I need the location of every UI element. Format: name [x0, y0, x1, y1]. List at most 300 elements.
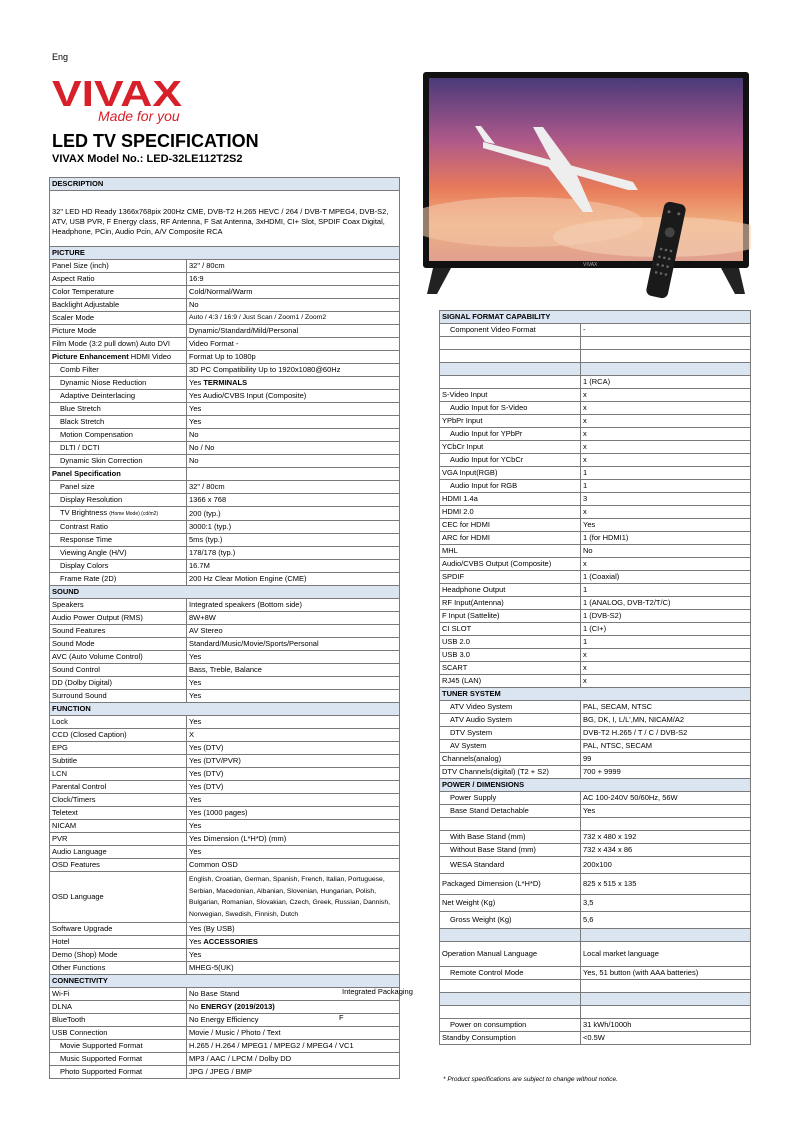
spec-value: [187, 1066, 400, 1079]
spec-label: [50, 429, 187, 442]
spec-value-text: Yes: [189, 678, 202, 687]
spec-row: [50, 521, 400, 534]
spec-row: [50, 936, 400, 949]
spec-row: [440, 584, 751, 597]
spec-row: [440, 493, 751, 506]
spec-row: [440, 1006, 751, 1019]
spec-label-text: Other Functions: [52, 963, 106, 972]
spec-value-text: 31 kWh/1000h: [583, 1020, 632, 1029]
spec-value: [187, 273, 400, 286]
spec-label: [50, 599, 187, 612]
spec-label-text: Dynamic Niose Reduction: [60, 378, 147, 387]
spec-value-text: Yes: [189, 937, 202, 946]
spec-label-text: Panel size: [60, 482, 95, 491]
spec-row: [440, 701, 751, 714]
spec-label: [440, 545, 581, 558]
spec-label: [440, 532, 581, 545]
spec-row: [50, 846, 400, 859]
spec-row: [50, 455, 400, 468]
spec-row: [440, 895, 751, 912]
spec-row: [50, 768, 400, 781]
spec-label: [50, 625, 187, 638]
language-label: Eng: [52, 52, 69, 62]
spec-value: [187, 638, 400, 651]
spec-row: [50, 507, 400, 521]
spec-label: [50, 1040, 187, 1053]
spec-label: [440, 415, 581, 428]
spec-value-text: x: [583, 429, 587, 438]
spec-value: [187, 468, 400, 481]
spec-row: [50, 560, 400, 573]
spec-label: [440, 912, 581, 929]
spec-row: [440, 662, 751, 675]
spec-label-text: Music Supported Format: [60, 1054, 143, 1063]
spec-value: [187, 1053, 400, 1066]
spec-value-text: 1: [583, 585, 588, 594]
spec-label-text: USB 3.0: [442, 650, 470, 659]
spec-label: [50, 260, 187, 273]
right-spec-table: [439, 310, 751, 1045]
spec-value: [187, 403, 400, 416]
spec-label: [440, 714, 581, 727]
spec-value: [581, 415, 751, 428]
spec-label-text: Hotel: [52, 937, 70, 946]
spec-label-text: USB Connection: [52, 1028, 108, 1037]
spec-value-text: No: [189, 300, 199, 309]
spec-value: [581, 967, 751, 980]
section-header-picture: PICTURE: [50, 247, 400, 260]
spec-value: [187, 364, 400, 377]
blank-cell: [440, 993, 581, 1006]
spec-value: [187, 325, 400, 338]
spec-label-text: Demo (Shop) Mode: [52, 950, 118, 959]
spec-row: [440, 337, 751, 350]
spec-label-unit: (Home Mode) (cd/m2): [109, 511, 159, 517]
spec-row: [440, 571, 751, 584]
spec-value: [581, 753, 751, 766]
spec-label-text: Dynamic Skin Correction: [60, 456, 143, 465]
spec-label: [50, 677, 187, 690]
spec-value: [187, 299, 400, 312]
spec-row: [50, 1066, 400, 1079]
spec-label: [50, 521, 187, 534]
spec-label-text: MHL: [442, 546, 458, 555]
spec-value: [187, 312, 400, 325]
spec-value-text: 1: [583, 468, 588, 477]
spec-row: [50, 833, 400, 846]
spec-value-text: 1 (DVB-S2): [583, 611, 622, 620]
spec-row: [440, 480, 751, 493]
spec-value: [581, 662, 751, 675]
spec-label: [50, 1001, 187, 1014]
spec-row: [440, 1019, 751, 1032]
spec-label-text: Motion Compensation: [60, 430, 133, 439]
spec-label-text: Software Upgrade: [52, 924, 113, 933]
spec-label-text: Sound Mode: [52, 639, 95, 648]
spec-label-text: EPG: [52, 743, 68, 752]
spec-value-text: 200 (typ.): [189, 508, 221, 518]
spec-row: [440, 376, 751, 389]
spec-row: [50, 729, 400, 742]
spec-label-text: Contrast Ratio: [60, 522, 108, 531]
spec-label-text: Lock: [52, 717, 68, 726]
spec-label: [440, 649, 581, 662]
spec-label: [440, 895, 581, 912]
spec-value: [187, 338, 400, 351]
spec-value: [581, 831, 751, 844]
spec-value: [581, 558, 751, 571]
spec-label-text: AV System: [450, 741, 487, 750]
spec-label: [440, 610, 581, 623]
spec-label: [440, 597, 581, 610]
spec-label: [50, 442, 187, 455]
spec-value: [187, 820, 400, 833]
spec-row: [50, 390, 400, 403]
spec-row: [50, 677, 400, 690]
spec-label: [440, 753, 581, 766]
spec-value-text: 32" / 80cm: [189, 482, 225, 491]
spec-label-rest: HDMI Video: [128, 352, 172, 361]
spec-row: [440, 818, 751, 831]
spec-value: [187, 923, 400, 936]
spec-label-text: Remote Control Mode: [450, 968, 524, 977]
spec-row: [50, 429, 400, 442]
spec-value: [187, 442, 400, 455]
spec-value-text: 200 Hz Clear Motion Engine (CME): [189, 574, 307, 583]
spec-value-text: Movie / Music / Photo / Text: [189, 1028, 281, 1037]
description-table: [49, 177, 400, 254]
spec-row: [50, 338, 400, 351]
spec-row: [50, 1040, 400, 1053]
spec-row: [50, 794, 400, 807]
spec-value-text: Bass, Treble, Balance: [189, 665, 262, 674]
spec-row: [440, 558, 751, 571]
spec-value: [187, 547, 400, 560]
spec-value-text: 3000:1 (typ.): [189, 522, 232, 531]
spec-value-text: 3: [583, 494, 588, 503]
section-header-function: FUNCTION: [50, 703, 400, 716]
energy-class-value: F: [339, 1013, 344, 1022]
spec-label: [440, 818, 581, 831]
spec-value: [581, 792, 751, 805]
spec-label: [440, 844, 581, 857]
spec-label-text: Display Colors: [60, 561, 109, 570]
spec-label: [50, 507, 187, 521]
spec-row: [50, 1053, 400, 1066]
spec-label: [440, 467, 581, 480]
spec-value-text: AV Stereo: [189, 626, 223, 635]
spec-label-text: Wi-Fi: [52, 989, 70, 998]
spec-label-text: YCbCr Input: [442, 442, 484, 451]
spec-value-text: Standard/Music/Movie/Sports/Personal: [189, 639, 319, 648]
spec-value-text: Yes: [189, 950, 202, 959]
spec-value: [581, 506, 751, 519]
spec-value: [187, 859, 400, 872]
spec-value: [581, 480, 751, 493]
spec-value-text: No / No: [189, 443, 215, 452]
spec-value: [581, 610, 751, 623]
spec-label: [50, 988, 187, 1001]
spec-value-bold: TERMINALS: [203, 378, 248, 387]
spec-value: [187, 807, 400, 820]
spec-value: [187, 742, 400, 755]
blank-cell: [440, 929, 581, 942]
spec-row: [50, 534, 400, 547]
spec-value: [581, 714, 751, 727]
spec-label-text: Standby Consumption: [442, 1033, 516, 1042]
spec-row: [440, 766, 751, 779]
spec-value: [581, 740, 751, 753]
spec-label: [440, 857, 581, 874]
spec-value-text: 700 + 9999: [583, 767, 621, 776]
spec-label: [50, 560, 187, 573]
spec-value: [581, 389, 751, 402]
spec-label-bold: Picture Enhancement: [52, 352, 129, 361]
spec-value-text: X: [189, 730, 195, 739]
spec-value: [187, 481, 400, 494]
spec-value: [187, 286, 400, 299]
svg-text:VIVAX: VIVAX: [52, 74, 182, 114]
spec-value-text: 825 x 515 x 135: [583, 879, 637, 888]
spec-row: [50, 781, 400, 794]
spec-label-text: HDMI 1.4a: [442, 494, 478, 503]
spec-label-text: TV Brightness: [60, 508, 108, 517]
integrated-packaging-label: Integrated Packaging: [342, 987, 413, 996]
spec-label: [50, 949, 187, 962]
spec-value-text: x: [583, 416, 587, 425]
spec-label-text: Adaptive Deinterlacing: [60, 391, 136, 400]
spec-row: [440, 649, 751, 662]
section-header-tuner-system: TUNER SYSTEM: [440, 688, 751, 701]
spec-label: [50, 468, 187, 481]
spec-label: [50, 820, 187, 833]
spec-label-text: Audio Input for YCbCr: [450, 455, 524, 464]
spec-value: [187, 768, 400, 781]
spec-value-text: 1 (CI+): [583, 624, 607, 633]
spec-row: [440, 636, 751, 649]
spec-label-text: ATV Video System: [450, 702, 513, 711]
spec-value: [187, 677, 400, 690]
spec-value: [187, 390, 400, 403]
spec-value-text: No: [189, 456, 199, 465]
spec-label-text: F Input (Sattelite): [442, 611, 500, 620]
spec-row: [50, 742, 400, 755]
spec-label-text: RF Input(Antenna): [442, 598, 504, 607]
spec-label: [440, 727, 581, 740]
spec-value-text: Yes Dimension (L*H*D) (mm): [189, 834, 287, 843]
spec-value: [581, 912, 751, 929]
spec-value-text: Format Up to 1080p: [189, 352, 256, 361]
spec-label: [50, 273, 187, 286]
spec-label-text: ARC for HDMI: [442, 533, 490, 542]
spec-value-text: Yes: [189, 378, 202, 387]
spec-value-text: AC 100-240V 50/60Hz, 56W: [583, 793, 678, 802]
spec-value-text: Yes: [189, 691, 202, 700]
spec-value-text: Yes: [189, 404, 202, 413]
spec-value: [187, 794, 400, 807]
spec-value: [581, 324, 751, 337]
spec-label-text: Headphone Output: [442, 585, 506, 594]
spec-label-text: DTV Channels(digital) (T2 + S2): [442, 767, 549, 776]
spec-label: [50, 936, 187, 949]
spec-label-text: CI SLOT: [442, 624, 472, 633]
spec-label: [50, 794, 187, 807]
spec-label: [50, 755, 187, 768]
spec-label-text: Component Video Format: [450, 325, 536, 334]
spec-label: [50, 338, 187, 351]
spec-value-text: Integrated speakers (Bottom side): [189, 600, 302, 609]
spec-label-text: Speakers: [52, 600, 84, 609]
spec-value: [187, 1001, 400, 1014]
spec-value-text: Cold/Normal/Warm: [189, 287, 253, 296]
spec-label: [50, 716, 187, 729]
spec-row: [440, 506, 751, 519]
spec-value-text: DVB-T2 H.265 / T / C / DVB-S2: [583, 728, 688, 737]
spec-row: [50, 468, 400, 481]
spec-row: [50, 962, 400, 975]
spec-label-text: Packaged Dimension (L*H*D): [442, 879, 541, 888]
spec-row: [440, 610, 751, 623]
spec-row: [50, 690, 400, 703]
spec-label-text: Aspect Ratio: [52, 274, 95, 283]
spec-label-text: Power Supply: [450, 793, 497, 802]
spec-value: [187, 872, 400, 923]
spec-value: [581, 1032, 751, 1045]
spec-row: [50, 716, 400, 729]
spec-value: [581, 874, 751, 895]
spec-label: [50, 573, 187, 586]
spec-label-text: Response Time: [60, 535, 113, 544]
spec-label-text: Operation Manual Language: [442, 949, 538, 958]
spec-value-text: Yes (DTV): [189, 743, 224, 752]
spec-value-text: 32" / 80cm: [189, 261, 225, 270]
spec-label: [440, 805, 581, 818]
spec-label-text: Audio Language: [52, 847, 107, 856]
spec-value: [581, 454, 751, 467]
spec-row: [440, 454, 751, 467]
spec-value: [187, 521, 400, 534]
spec-label: [440, 675, 581, 688]
spec-label: [50, 455, 187, 468]
spec-row: [50, 494, 400, 507]
spec-value-text: JPG / JPEG / BMP: [189, 1067, 252, 1076]
spec-label-text: RJ45 (LAN): [442, 676, 482, 685]
spec-label-text: S-Video Input: [442, 390, 488, 399]
spec-label-text: USB 2.0: [442, 637, 470, 646]
spec-value: [187, 1027, 400, 1040]
spec-value: [581, 1006, 751, 1019]
spec-label-text: ATV Audio System: [450, 715, 512, 724]
spec-row: [50, 638, 400, 651]
spec-value: [187, 377, 400, 390]
spec-row: [440, 350, 751, 363]
section-header-connectivity: CONNECTIVITY: [50, 975, 400, 988]
spec-value-text: No: [189, 430, 199, 439]
tv-product-image: [423, 72, 751, 300]
spec-label: [50, 547, 187, 560]
spec-value: [581, 1019, 751, 1032]
spec-label: [50, 286, 187, 299]
spec-label: [440, 874, 581, 895]
spec-label: [50, 1014, 187, 1027]
spec-value: [581, 844, 751, 857]
spec-row: [50, 807, 400, 820]
spec-row: [50, 351, 400, 364]
vivax-logo: [52, 74, 184, 124]
spec-label-text: PVR: [52, 834, 68, 843]
spec-value: [187, 1014, 400, 1027]
spec-label: [440, 428, 581, 441]
spec-label: [50, 651, 187, 664]
svg-text:Made for you: Made for you: [98, 108, 180, 124]
spec-label: [440, 740, 581, 753]
spec-row: [50, 364, 400, 377]
spec-value-text: 732 x 434 x 86: [583, 845, 633, 854]
spec-value-text: 1 (ANALOG, DVB-T2/T/C): [583, 598, 671, 607]
spec-label: [50, 690, 187, 703]
spec-row: [440, 912, 751, 929]
spec-label: [50, 729, 187, 742]
spec-value-text: x: [583, 455, 587, 464]
spec-value-text: 1366 x 768: [189, 495, 227, 504]
spec-row: [50, 377, 400, 390]
spec-value: [187, 573, 400, 586]
spec-value: [581, 350, 751, 363]
spec-value-text: Yes (DTV/PVR): [189, 756, 241, 765]
spec-label: [50, 416, 187, 429]
spec-label-text: Gross Weight (Kg): [450, 915, 512, 924]
spec-row: [50, 651, 400, 664]
spec-label-text: HDMI 2.0: [442, 507, 474, 516]
spec-value-text: x: [583, 676, 587, 685]
spec-value-text: x: [583, 663, 587, 672]
spec-row: [440, 805, 751, 818]
spec-label: [440, 350, 581, 363]
spec-label-text: OSD Language: [52, 892, 104, 901]
spec-label-text: Sound Control: [52, 665, 100, 674]
spec-row: [50, 442, 400, 455]
spec-label: [50, 833, 187, 846]
spec-label-text: AVC (Auto Volume Control): [52, 652, 143, 661]
spec-row: [50, 949, 400, 962]
spec-row: [50, 325, 400, 338]
spec-row: [50, 573, 400, 586]
spec-label-text: Net Weight (Kg): [442, 898, 496, 907]
spec-value: [581, 428, 751, 441]
spec-value-text: MHEG-5(UK): [189, 963, 234, 972]
spec-value: [581, 441, 751, 454]
spec-label-text: Panel Size (inch): [52, 261, 109, 270]
spec-label: [440, 967, 581, 980]
spec-label: [50, 1027, 187, 1040]
spec-label: [50, 742, 187, 755]
spec-value-text: Dynamic/Standard/Mild/Personal: [189, 326, 299, 335]
spec-label: [440, 480, 581, 493]
spec-label-text: Backlight Adjustable: [52, 300, 120, 309]
spec-label: [440, 1032, 581, 1045]
spec-row: [50, 1001, 400, 1014]
spec-label-text: Color Temperature: [52, 287, 114, 296]
spec-value-text: 200x100: [583, 860, 612, 869]
blank-cell: [581, 363, 751, 376]
spec-value: [187, 507, 400, 521]
spec-label-text: Picture Mode: [52, 326, 97, 335]
spec-label-text: Audio/CVBS Output (Composite): [442, 559, 552, 568]
spec-label-text: Frame Rate (2D): [60, 574, 117, 583]
spec-value-text: Yes, 51 button (with AAA batteries): [583, 968, 699, 977]
spec-row: [50, 312, 400, 325]
spec-label-text: CCD (Closed Caption): [52, 730, 127, 739]
